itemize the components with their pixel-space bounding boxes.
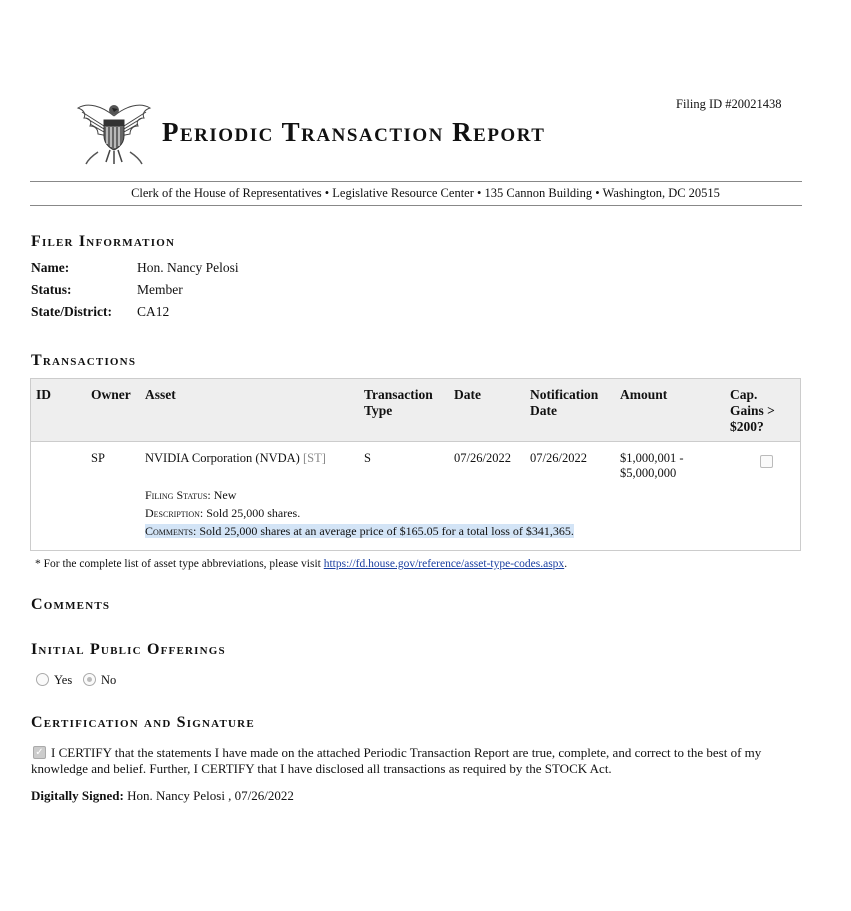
row-asset-type-tag: [ST] [302,451,326,465]
col-header-asset: Asset [145,387,176,402]
comments-label: Comments: [145,524,197,538]
col-header-amount: Amount [620,387,668,402]
certify-checkbox[interactable]: ✓ [33,746,46,759]
comments-value: Sold 25,000 shares at an average price of $165.05 for a total loss of $341,365. [199,524,574,538]
row-filing-status [145,487,236,503]
certification-statement: I CERTIFY that the statements I have made on the attached Periodic Transaction Report are true, complete, and correct to the best of my knowledge and belief. Further, I CERTIFY that I have disclosed all transactions as required by the STOCK Act. [31,745,762,776]
signed-value: Hon. Nancy Pelosi , 07/26/2022 [127,788,294,803]
ipo-no-radio[interactable] [83,673,96,686]
certification-title: Certification and Signature [31,714,255,731]
filer-name-label: Name: [31,260,70,275]
cap-gains-checkbox[interactable] [760,455,773,468]
filer-state-value: CA12 [137,304,170,319]
col-header-notification-date: Notification Date [530,387,599,418]
ipo-no-label: No [101,673,117,687]
ipo-yes-label: Yes [54,673,73,687]
filer-state-label: State/District: [31,304,112,319]
filer-status-label: Status: [31,282,72,297]
filer-status-row [31,282,183,298]
filer-information-title: Filer Information [31,233,176,250]
clerk-address-line: Clerk of the House of Representatives • Legislative Resource Center • 135 Cannon Building • Washington, DC 20515 [131,186,720,200]
row-comments [145,523,574,539]
row-asset [145,450,326,466]
header-rule-bottom [30,205,802,206]
transactions-table-header [31,379,800,442]
description-label: Description: [145,506,204,520]
ipo-yes-radio[interactable] [36,673,49,686]
filing-status-value: New [213,488,237,502]
filer-status-value: Member [137,282,183,297]
col-header-cap-gains: Cap. Gains > $200? [730,387,775,434]
filer-name-value: Hon. Nancy Pelosi [137,260,239,275]
filing-id: Filing ID #20021438 [676,97,782,111]
description-value: Sold 25,000 shares. [206,506,301,520]
filer-name-row [31,260,239,276]
col-header-owner: Owner [91,387,131,402]
col-header-transaction-type: Transaction Type [364,387,433,418]
row-notification-date: 07/26/2022 [530,451,587,465]
ipo-title: Initial Public Offerings [31,641,226,658]
row-transaction-type: S [364,451,371,465]
report-title: Periodic Transaction Report [162,117,546,147]
col-header-id: ID [36,387,52,402]
footnote-text: * For the complete list of asset type abbreviations, please visit [35,558,321,570]
row-amount-line2: $5,000,000 [620,466,677,480]
row-owner: SP [91,451,105,465]
footnote-end: . [564,558,568,570]
asset-type-codes-link[interactable]: https://fd.house.gov/reference/asset-type-codes.aspx [323,558,565,570]
col-header-date: Date [454,387,481,402]
asset-type-footnote [35,558,567,570]
row-asset-name: NVIDIA Corporation (NVDA) [145,451,300,465]
row-date: 07/26/2022 [454,451,511,465]
row-amount-line1: $1,000,001 - [620,451,684,465]
comments-title: Comments [31,596,111,613]
transactions-table [30,378,801,551]
filing-status-label: Filing Status: [145,488,211,502]
signed-label: Digitally Signed: [31,788,124,803]
header-rule-top [30,181,802,182]
transactions-title: Transactions [31,352,137,369]
row-description [145,505,300,521]
digital-signature [31,788,294,804]
eagle-seal-icon [74,96,154,168]
filer-state-row [31,304,169,320]
